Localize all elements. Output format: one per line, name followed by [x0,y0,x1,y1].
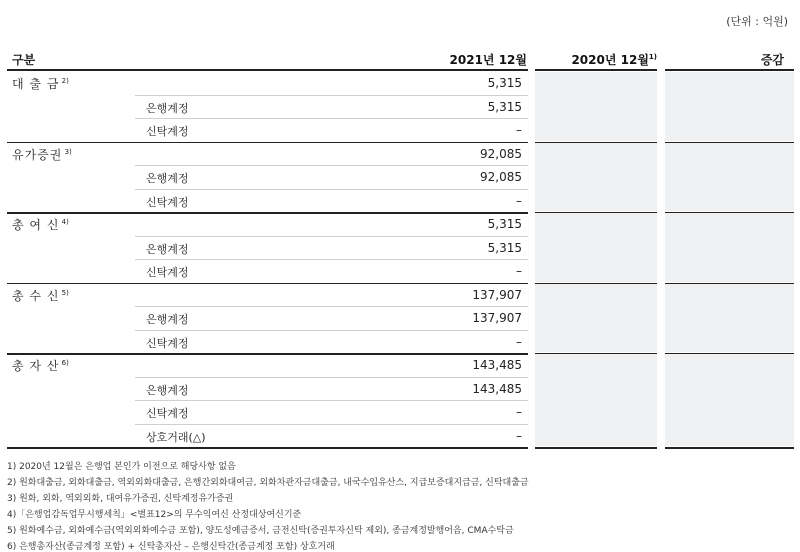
table-row [7,400,794,424]
header-gubun: 구분 [12,53,36,67]
footnote-line: 5) 원화예수금, 외화예수금(역외외화예수금 포함), 양도성예금증서, 금전신탁(증권투자신탁 제외), 종금계정발행어음, CMA수탁금 [7,526,514,536]
footnote-ref: 5) [59,288,69,297]
table-header [7,45,794,71]
footnote-ref: 3) [62,147,72,156]
table-row [7,189,794,213]
value-2021: – [516,334,522,349]
sub-label: 은행계정 [146,101,189,115]
table-row [7,306,794,330]
table-row [7,353,794,377]
table-row [7,142,794,166]
value-2021: 92,085 [480,146,522,161]
table-row [7,259,794,283]
category-label: 유가증권 $^{3)}$ [12,147,72,162]
value-2021: – [516,123,522,137]
value-2021: 137,907 [472,287,522,302]
table-row [7,165,794,189]
data-table [7,45,794,444]
unit-label: (단위 : 억원) [726,15,788,28]
value-2021: – [516,428,522,443]
category-label: 대 출 금 $^{2)}$ [12,77,69,91]
footnote-line: 1) 2020년 12월은 은행업 본인가 이전으로 해당사항 없음 [7,462,236,472]
category-label: 총 자 산 $^{6)}$ [12,359,69,373]
table-row [7,236,794,260]
value-2021: 143,485 [472,358,522,372]
table-row [7,95,794,119]
sub-label: 은행계정 [146,383,189,397]
footnote-line: 4)「은행업감독업무시행세칙」<별표12>의 무수익여신 산정대상여신기준 [7,510,302,520]
footnote-line: 2) 원화대출금, 외화대출금, 역외외화대출금, 은행간외화대여금, 외화차관자금대출금, 내국수입유산스, 지급보증대지급금, 신탁대출금 [7,478,529,488]
sub-label: 신탁계정 [146,195,189,209]
table-row [7,377,794,401]
rule-line [535,447,657,449]
value-2021: 5,315 [487,217,522,231]
footnote-line: 6) 은행총자산(종금계정 포함) + 신탁총자산 – 은행신탁간(종금계정 포함) 상호거래 [7,542,335,552]
footnote-ref: 2) [59,77,69,85]
table-row [7,118,794,142]
sub-label: 신탁계정 [146,336,189,350]
sub-label: 은행계정 [146,313,189,326]
category-label: 총 수 신 $^{5)}$ [12,288,69,303]
value-2021: 5,315 [487,240,522,255]
rule-line [7,447,528,449]
footnote-ref: 4) [59,218,69,226]
category-label: 총 여 신 $^{4)}$ [12,218,69,232]
header-2021: 2021년 12월 [449,53,527,67]
sub-label: 상호거래(△) [146,430,206,444]
footnote-ref: 6) [59,359,69,367]
value-2021: 5,315 [487,99,522,114]
value-2021: 137,907 [472,311,522,325]
value-2021: – [516,264,522,278]
table-row [7,283,794,307]
sub-label: 신탁계정 [146,125,189,138]
table-row [7,71,794,95]
value-2021: – [516,405,522,419]
sub-label: 신탁계정 [146,266,189,279]
table-row [7,330,794,354]
sub-label: 은행계정 [146,172,189,185]
table-row [7,424,794,448]
table-row [7,212,794,236]
value-2021: 5,315 [487,76,522,90]
value-2021: 143,485 [472,381,522,396]
header-delta: 증감 [760,53,784,67]
rule-line [665,447,794,449]
sub-label: 은행계정 [146,242,189,256]
header-2020: 2020년 12월$^{1)}$ [571,53,657,67]
sub-label: 신탁계정 [146,407,189,420]
footnotes [7,459,529,552]
footnote-line: 3) 원화, 외화, 역외외화, 대여유가증권, 신탁계정유가증권 [7,494,234,504]
value-2021: 92,085 [480,170,522,184]
value-2021: – [516,193,522,208]
